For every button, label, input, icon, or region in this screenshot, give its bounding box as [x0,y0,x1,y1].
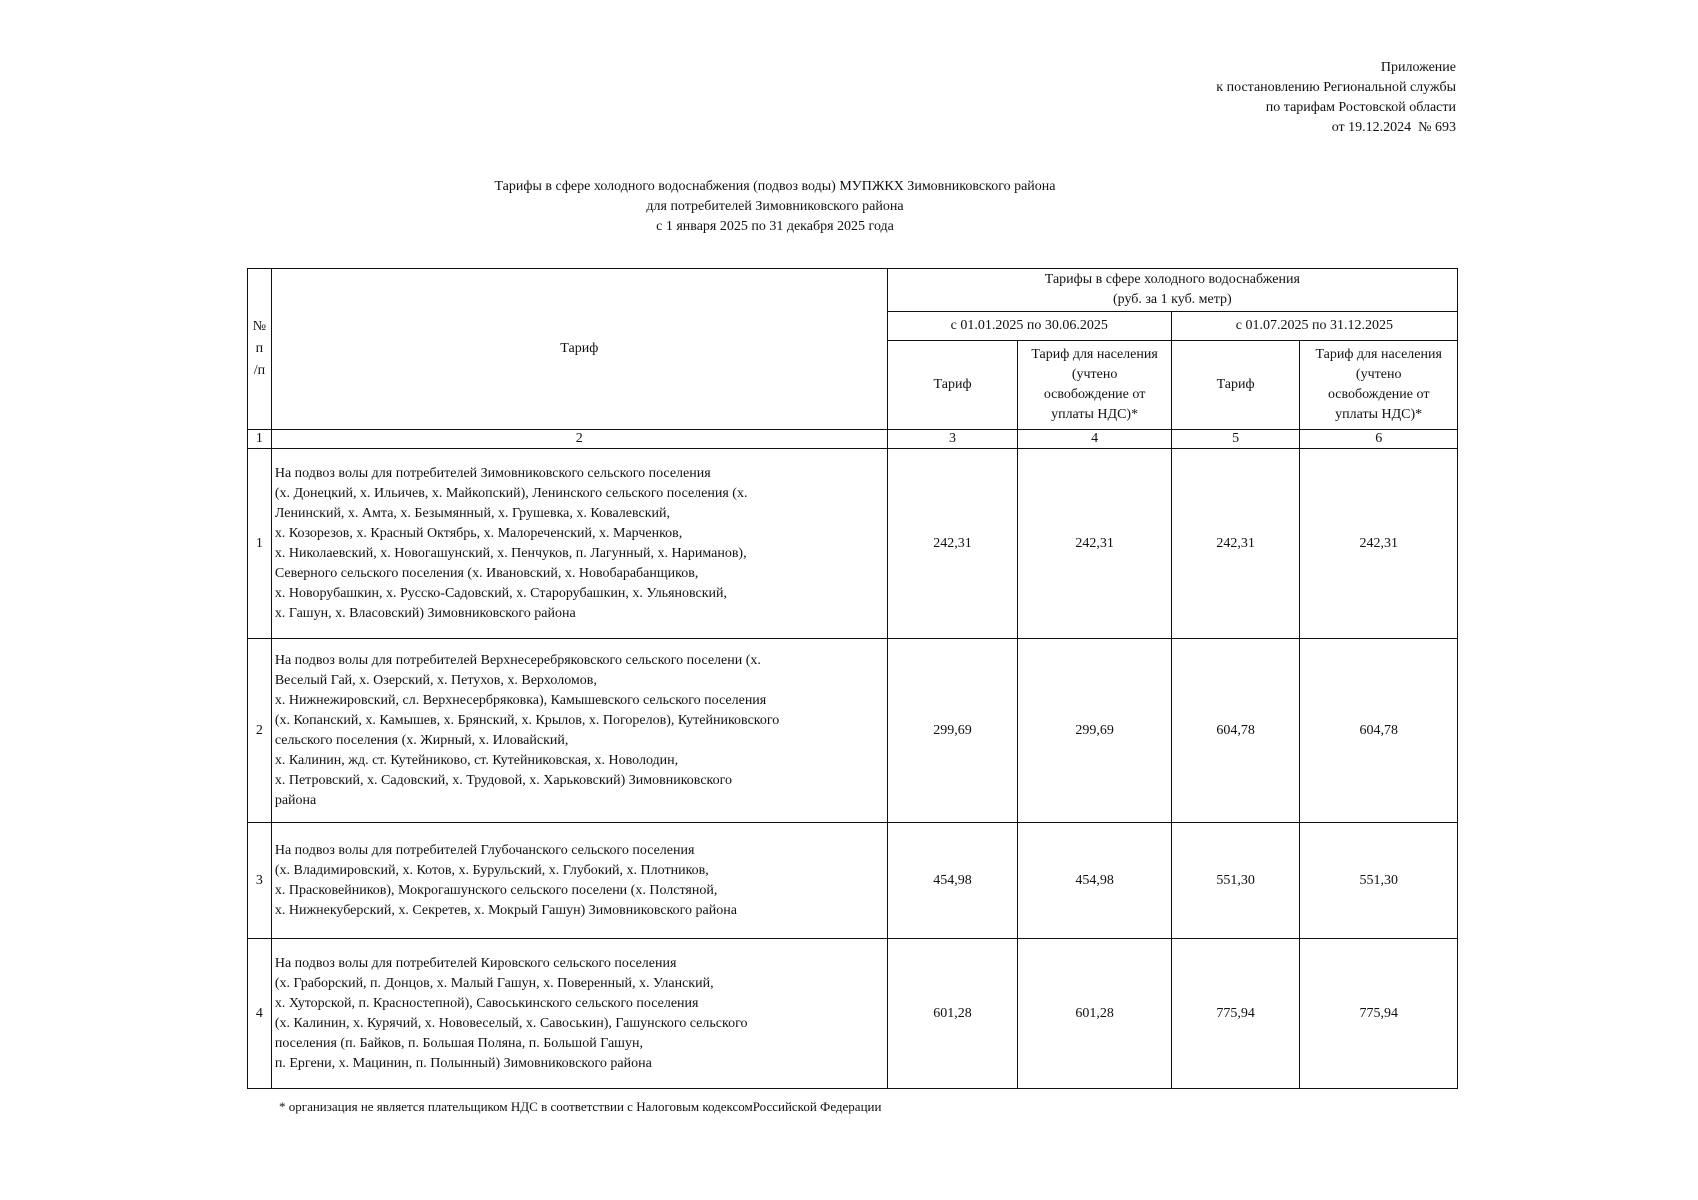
footnote: * организация не является плательщиком НДС в соответствии с Налоговым кодексомРоссийской Федерации [279,1099,882,1114]
population-tariff-value: 775,94 [1300,939,1458,1089]
appendix-line: Приложение [1380,60,1456,75]
header-tariff-1: Тариф [887,341,1018,430]
table-row [248,639,1458,823]
column-index: 5 [1171,430,1300,449]
column-index: 3 [887,430,1018,449]
tariff-value: 242,31 [887,449,1018,639]
population-tariff-value: 604,78 [1300,639,1458,823]
appendix-line: от 19.12.2024 № 693 [1331,120,1456,135]
population-tariff-value: 242,31 [1018,449,1171,639]
tariff-value: 551,30 [1171,823,1300,939]
header-tariff-2: Тариф [1171,341,1300,430]
row-description: На подвоз волы для потребителей Кировского сельского поселения (х. Граборский, п. Донцов, х. Малый Гашун, х. Поверенный, х. Уланский, х. Хуторской, п. Красностепной), Савоськинского сельского поселения (х. Калинин, х. Курячий, х. Нововеселый, х. Савоськин), Гашунского сельского поселения (п. Байков, п. Большая Поляна, п. Большой Гашун, п. Ергени, х. Мацинин, п. Полынный) Зимовниковского района [271,939,887,1089]
population-tariff-value: 242,31 [1300,449,1458,639]
header-population-1: Тариф для населения (учтено освобождение от уплаты НДС)* [1018,341,1171,430]
row-number: 2 [248,639,272,823]
header-tariff-name: Тариф [271,269,887,430]
population-tariff-value: 454,98 [1018,823,1171,939]
title-line: Тарифы в сфере холодного водоснабжения (подвоз воды) МУПЖКХ Зимовниковского района [494,179,1056,194]
tariffs-table [247,268,1458,1089]
appendix-block [1216,58,1456,138]
population-tariff-value: 299,69 [1018,639,1171,823]
appendix-line: к постановлению Региональной службы [1216,80,1456,95]
column-index: 6 [1300,430,1458,449]
tariff-value: 454,98 [887,823,1018,939]
document-title [250,177,1300,237]
row-description: На подвоз волы для потребителей Верхнесеребряковского сельского поселени (х. Веселый Гай, х. Озерский, х. Петухов, х. Верхоломов, х. Нижнежировский, сл. Верхнесербряковка), Камышевского сельского поселения (х. Копанский, х. Камышев, х. Брянский, х. Крылов, х. Погорелов), Кутейниковского сельского поселения (х. Жирный, х. Иловайский, х. Калинин, жд. ст. Кутейниково, ст. Кутейниковская, х. Новолодин, х. Петровский, х. Садовский, х. Трудовой, х. Харьковский) Зимовниковского района [271,639,887,823]
table-row [248,939,1458,1089]
population-tariff-value: 601,28 [1018,939,1171,1089]
tariff-value: 601,28 [887,939,1018,1089]
header-number: № п /п [248,269,272,430]
tariff-value: 299,69 [887,639,1018,823]
title-line: для потребителей Зимовниковского района [646,199,904,214]
column-index: 4 [1018,430,1171,449]
row-description: На подвоз волы для потребителей Зимовниковского сельского поселения (х. Донецкий, х. Ильичев, х. Майкопский), Ленинского сельского поселения (х. Ленинский, х. Амта, х. Безымянный, х. Грушевка, х. Ковалевский, х. Козорезов, х. Красный Октябрь, х. Малореченский, х. Марченков, х. Николаевский, х. Новогашунский, х. Пенчуков, п. Лагунный, х. Нариманов), Северного сельского поселения (х. Ивановский, х. Новобарабанщиков, х. Новорубашкин, х. Русско-Садовский, х. Старорубашкин, х. Ульяновский, х. Гашун, х. Власовский) Зимовниковского района [271,449,887,639]
column-index: 2 [271,430,887,449]
header-population-2: Тариф для населения (учтено освобождение от уплаты НДС)* [1300,341,1458,430]
header-period-2: с 01.07.2025 по 31.12.2025 [1171,312,1457,341]
header-row [248,269,1458,312]
header-period-1: с 01.01.2025 по 30.06.2025 [887,312,1171,341]
table-row [248,449,1458,639]
population-tariff-value: 551,30 [1300,823,1458,939]
tariff-value: 242,31 [1171,449,1300,639]
column-index: 1 [248,430,272,449]
appendix-line: по тарифам Ростовской области [1265,100,1456,115]
table-row [248,823,1458,939]
row-number: 4 [248,939,272,1089]
title-line: с 1 января 2025 по 31 декабря 2025 года [656,219,894,234]
row-number: 1 [248,449,272,639]
row-number: 3 [248,823,272,939]
row-description: На подвоз волы для потребителей Глубочанского сельского поселения (х. Владимировский, х. Котов, х. Бурульский, х. Глубокий, х. Плотников, х. Прасковейников), Мокрогашунского сельского поселени (х. Полстяной, х. Нижнекуберский, х. Секретев, х. Мокрый Гашун) Зимовниковского района [271,823,887,939]
column-index-row [248,430,1458,449]
header-group: Тарифы в сфере холодного водоснабжения (руб. за 1 куб. метр) [887,269,1457,312]
tariff-value: 604,78 [1171,639,1300,823]
tariff-value: 775,94 [1171,939,1300,1089]
